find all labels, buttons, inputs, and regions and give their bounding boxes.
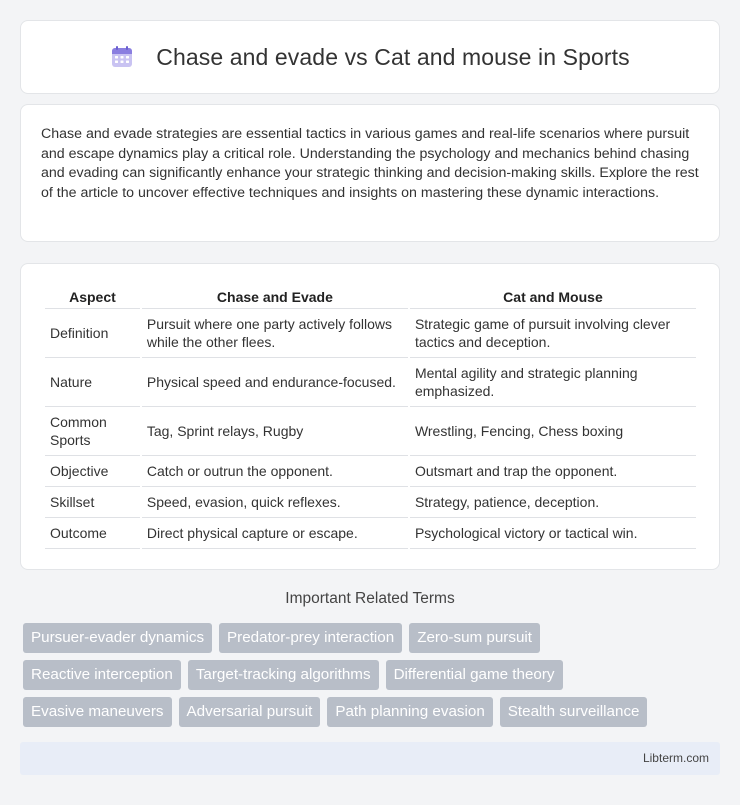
tag-row (23, 660, 723, 690)
row-cat-and-mouse: Psychological victory or tactical win. (410, 518, 696, 549)
header-aspect: Aspect (45, 286, 140, 309)
table-header-row (45, 286, 696, 309)
table-row (45, 309, 696, 358)
header-cat-and-mouse: Cat and Mouse (410, 286, 696, 309)
related-term-tag[interactable]: Zero-sum pursuit (409, 623, 540, 653)
row-aspect: Definition (45, 309, 140, 358)
page-title: Chase and evade vs Cat and mouse in Sports (156, 43, 630, 70)
row-cat-and-mouse: Strategic game of pursuit involving clever tactics and deception. (410, 309, 696, 358)
row-chase-and-evade: Catch or outrun the opponent. (142, 456, 408, 487)
row-chase-and-evade: Direct physical capture or escape. (142, 518, 408, 549)
table-row (45, 456, 696, 487)
comparison-card (20, 263, 720, 570)
table-row (45, 407, 696, 456)
related-term-tag[interactable]: Adversarial pursuit (179, 697, 321, 727)
row-chase-and-evade: Speed, evasion, quick reflexes. (142, 487, 408, 518)
row-aspect: Common Sports (45, 407, 140, 456)
footer-site-link[interactable]: Libterm.com (642, 751, 709, 765)
row-aspect: Nature (45, 358, 140, 407)
row-chase-and-evade: Physical speed and endurance-focused. (142, 358, 408, 407)
intro-card (20, 104, 720, 242)
related-term-tag[interactable]: Differential game theory (386, 660, 563, 690)
row-aspect: Objective (45, 456, 140, 487)
intro-text: Chase and evade strategies are essential tactics in various games and real-life scenarios where pursuit and escape dynamics play a critical role. Understanding the psychology and mechanics behind chasing and evading can significantly enhance your strategic thinking and decision-making skills. Explore the rest of the article to uncover effective techniques and insights on mastering these dynamic interactions. (41, 126, 699, 201)
row-aspect: Outcome (45, 518, 140, 549)
row-cat-and-mouse: Strategy, patience, deception. (410, 487, 696, 518)
header-chase-and-evade: Chase and Evade (142, 286, 408, 309)
row-chase-and-evade: Pursuit where one party actively follows while the other flees. (142, 309, 408, 358)
table-row (45, 487, 696, 518)
row-cat-and-mouse: Wrestling, Fencing, Chess boxing (410, 407, 696, 456)
related-term-tag[interactable]: Reactive interception (23, 660, 181, 690)
row-chase-and-evade: Tag, Sprint relays, Rugby (142, 407, 408, 456)
row-cat-and-mouse: Mental agility and strategic planning emphasized. (410, 358, 696, 407)
row-aspect: Skillset (45, 487, 140, 518)
tag-row (23, 697, 723, 727)
related-term-tag[interactable]: Pursuer-evader dynamics (23, 623, 212, 653)
related-terms-heading: Important Related Terms (285, 590, 455, 607)
comparison-table (43, 286, 698, 549)
related-terms-list (23, 623, 723, 734)
related-term-tag[interactable]: Evasive maneuvers (23, 697, 172, 727)
table-row (45, 518, 696, 549)
related-term-tag[interactable]: Predator-prey interaction (219, 623, 402, 653)
table-row (45, 358, 696, 407)
calendar-icon (110, 45, 134, 69)
row-cat-and-mouse: Outsmart and trap the opponent. (410, 456, 696, 487)
related-term-tag[interactable]: Stealth surveillance (500, 697, 648, 727)
title-card (20, 20, 720, 94)
tag-row (23, 623, 723, 653)
related-term-tag[interactable]: Path planning evasion (327, 697, 492, 727)
footer (20, 742, 720, 775)
related-term-tag[interactable]: Target-tracking algorithms (188, 660, 379, 690)
